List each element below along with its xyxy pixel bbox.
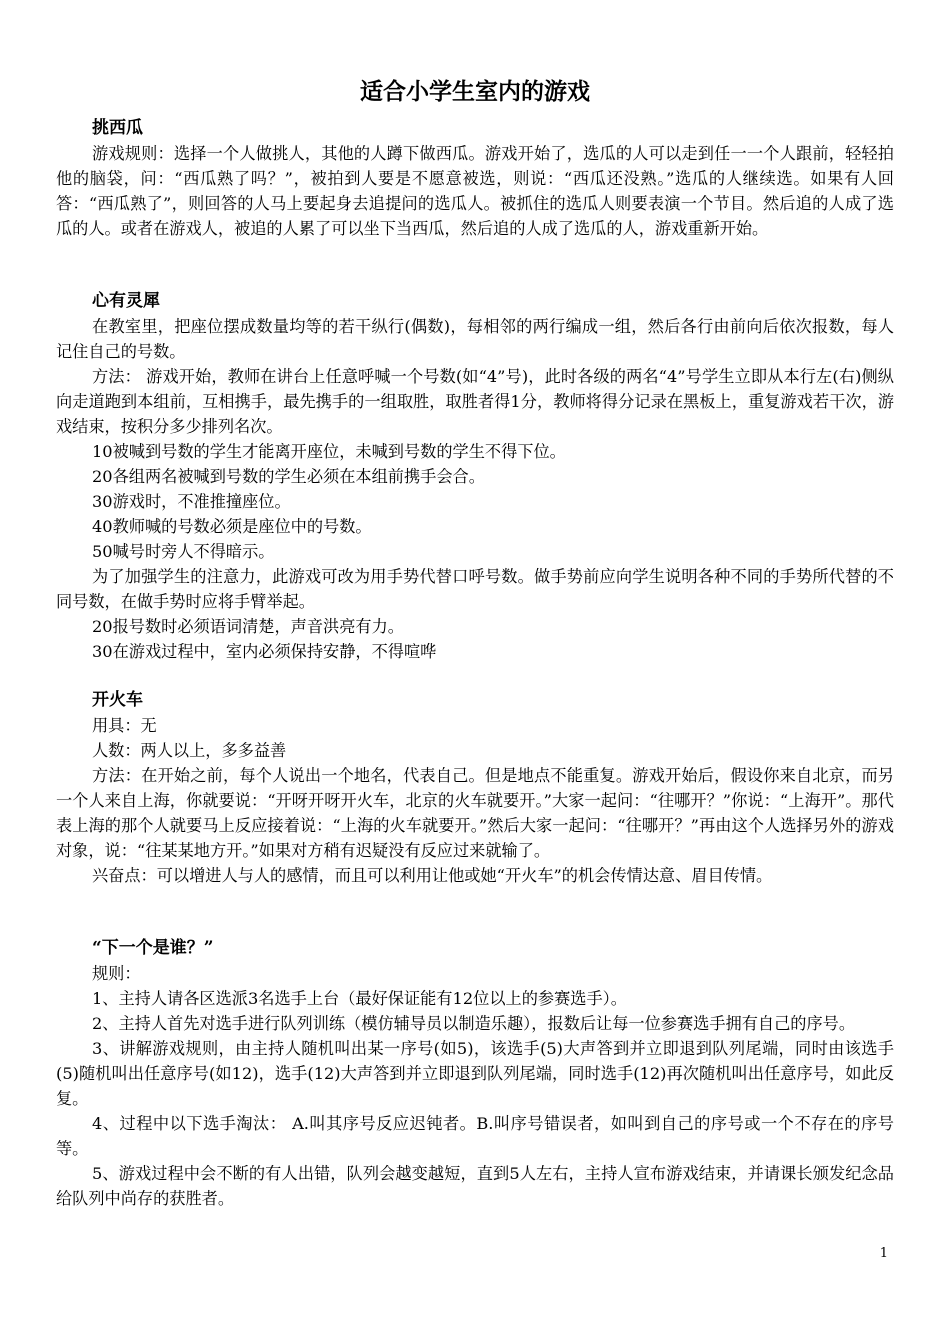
document-title: 适合小学生室内的游戏 <box>360 78 590 105</box>
section-tiaoxigua <box>56 116 894 241</box>
paragraph: 兴奋点：可以增进人与人的感情，而且可以利用让他或她“开火车”的机会传情达意、眉目传情。 <box>92 866 773 885</box>
section-heading: 开火车 <box>92 690 143 710</box>
section-heading: 心有灵犀 <box>92 291 160 311</box>
paragraph: 40教师喊的号数必须是座位中的号数。 <box>92 517 372 536</box>
section-xinyoulingxi <box>56 289 894 664</box>
paragraph: 方法：在开始之前，每个人说出一个地名，代表自己。但是地点不能重复。游戏开始后，假设你来自北京，而另一个人来自上海，你就要说：“开呀开呀开火车，北京的火车就要开。”大家一起问：“往哪开？”你说：“上海开”。那代表上海的那个人就要马上反应接着说：“上海的火车就要开。”然后大家一起问：“往哪开？”再由这个人选择另外的游戏对象，说：“往某某地方开。”如果对方稍有迟疑没有反应过来就输了。 <box>56 766 894 860</box>
paragraph: 规则： <box>92 964 141 983</box>
paragraph: 10被喊到号数的学生才能离开座位，未喊到号数的学生不得下位。 <box>92 442 566 461</box>
paragraph: 3、讲解游戏规则，由主持人随机叫出某一序号(如5)，该选手(5)大声答到并立即退到队列尾端，同时由该选手(5)随机叫出任意序号(如12)，选手(12)大声答到并立即退到队列尾端，同时选手(12)再次随机叫出任意序号，如此反复。 <box>56 1039 894 1108</box>
paragraph: 在教室里，把座位摆成数量均等的若干纵行(偶数)，每相邻的两行编成一组，然后各行由前向后依次报数，每人记住自己的号数。 <box>56 317 894 361</box>
paragraph: 方法： 游戏开始，教师在讲台上任意呼喊一个号数(如“4”号)，此时各级的两名“4”号学生立即从本行左(右)侧纵向走道跑到本组前，互相携手，最先携手的一组取胜，取胜者得1分，教师将得分记录在黑板上，重复游戏若干次，游戏结束，按积分多少排列名次。 <box>56 367 894 436</box>
paragraph: 5、游戏过程中会不断的有人出错，队列会越变越短，直到5人左右，主持人宣布游戏结束，并请课长颁发纪念品给队列中尚存的获胜者。 <box>56 1164 894 1208</box>
paragraph: 人数：两人以上，多多益善 <box>92 741 287 760</box>
paragraph: 30游戏时，不准推撞座位。 <box>92 492 291 511</box>
section-xiayigeshishui <box>56 936 894 1211</box>
page-number: 1 <box>879 1246 888 1261</box>
paragraph: 20报号数时必须语词清楚，声音洪亮有力。 <box>92 617 404 636</box>
paragraph: 20各组两名被喊到号数的学生必须在本组前携手会合。 <box>92 467 485 486</box>
section-heading: “下一个是谁？” <box>92 938 214 958</box>
section-kaihuoche <box>56 688 894 888</box>
paragraph: 用具：无 <box>92 716 157 735</box>
section-heading: 挑西瓜 <box>92 118 143 138</box>
paragraph: 游戏规则：选择一个人做挑人，其他的人蹲下做西瓜。游戏开始了，选瓜的人可以走到任一一个人跟前，轻轻拍他的脑袋，问：“西瓜熟了吗？”，被拍到人要是不愿意被选，则说：“西瓜还没熟。”选瓜的人继续选。如果有人回答：“西瓜熟了”，则回答的人马上要起身去追提问的选瓜人。被抓住的选瓜人则要表演一个节目。然后追的人成了选瓜的人。或者在游戏人，被追的人累了可以坐下当西瓜，然后追的人成了选瓜的人，游戏重新开始。 <box>56 144 894 238</box>
paragraph: 4、过程中以下选手淘汰： A.叫其序号反应迟钝者。B.叫序号错误者，如叫到自己的序号或一个不存在的序号等。 <box>56 1114 894 1158</box>
paragraph: 50喊号时旁人不得暗示。 <box>92 542 275 561</box>
paragraph: 1、主持人请各区选派3名选手上台（最好保证能有12位以上的参赛选手）。 <box>92 989 627 1008</box>
paragraph: 为了加强学生的注意力，此游戏可改为用手势代替口呼号数。做手势前应向学生说明各种不同的手势所代替的不同号数，在做手势时应将手臂举起。 <box>56 567 894 611</box>
paragraph: 2、主持人首先对选手进行队列训练（模仿辅导员以制造乐趣），报数后让每一位参赛选手拥有自己的序号。 <box>92 1014 856 1033</box>
paragraph: 30在游戏过程中，室内必须保持安静，不得喧哗 <box>92 642 437 661</box>
